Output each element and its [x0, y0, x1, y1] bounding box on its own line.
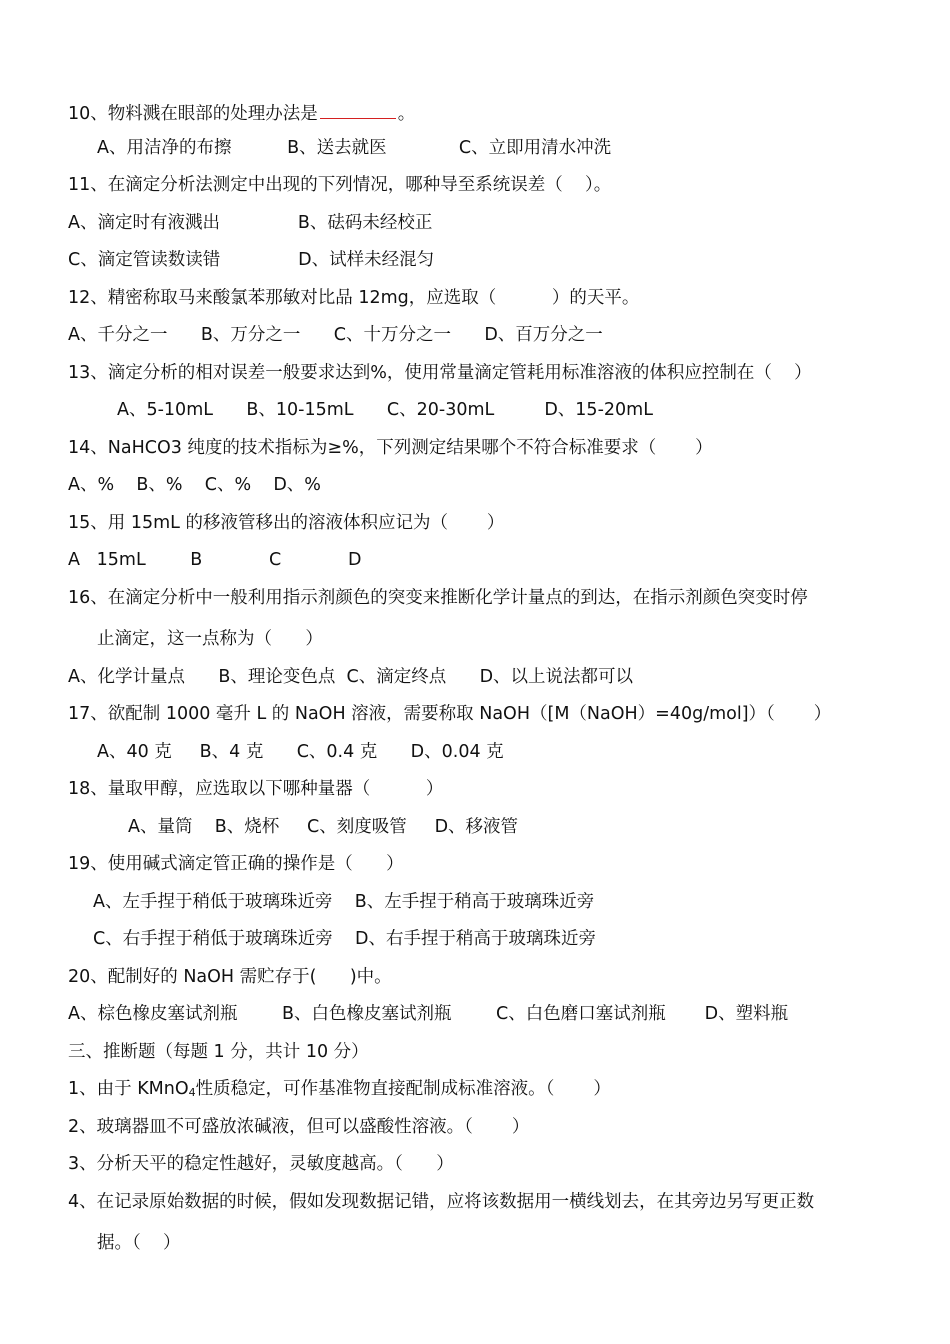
answer-blank[interactable] [320, 98, 396, 119]
question-10-suffix: 。 [397, 104, 416, 124]
question-11: 11、在滴定分析法测定中出现的下列情况，哪种导至系统误差（ ）。 [68, 175, 612, 195]
question-12: 12、精密称取马来酸氯苯那敏对比品 12mg，应选取（ ）的天平。 [68, 288, 640, 308]
true-false-4-continued: 据。（ ） [97, 1233, 181, 1253]
question-11-options-row2: C、滴定管读数读错 D、试样未经混匀 [68, 250, 435, 270]
true-false-1-rest: 性质稳定，可作基准物直接配制成标准溶液。（ ） [195, 1079, 611, 1099]
question-18-options: A、量筒 B、烧杯 C、刻度吸管 D、移液管 [128, 817, 519, 837]
question-19-options-row1: A、左手捏于稍低于玻璃珠近旁 B、左手捏于稍高于玻璃珠近旁 [93, 892, 595, 912]
question-16: 16、在滴定分析中一般利用指示剂颜色的突变来推断化学计量点的到达，在指示剂颜色突变时停 [68, 588, 808, 608]
question-14-options: A、% B、% C、% D、% [68, 475, 321, 495]
question-18: 18、量取甲醇，应选取以下哪种量器（ ） [68, 779, 444, 799]
question-17-options: A、40 克 B、4 克 C、0.4 克 D、0.04 克 [97, 742, 504, 762]
question-10 [68, 98, 890, 126]
question-15-options: A 15mL B C D [68, 550, 362, 570]
question-10-stem: 10、物料溅在眼部的处理办法是 [68, 104, 318, 124]
true-false-1-stem: 1、由于 KMnO [68, 1079, 189, 1099]
question-17: 17、欲配制 1000 毫升 L 的 NaOH 溶液，需要称取 NaOH（[M（NaOH）=40g/mol]）（ ） [68, 704, 832, 724]
question-11-options-row1: A、滴定时有液溅出 B、砝码未经校正 [68, 213, 433, 233]
question-20: 20、配制好的 NaOH 需贮存于( )中。 [68, 967, 392, 987]
true-false-4: 4、在记录原始数据的时候，假如发现数据记错，应将该数据用一横线划去，在其旁边另写更正数 [68, 1192, 815, 1212]
question-13-options: A、5-10mL B、10-15mL C、20-30mL D、15-20mL [117, 400, 653, 420]
true-false-3: 3、分析天平的稳定性越好，灵敏度越高。（ ） [68, 1154, 454, 1174]
question-15: 15、用 15mL 的移液管移出的溶液体积应记为（ ） [68, 513, 505, 533]
question-16-options: A、化学计量点 B、理论变色点 C、滴定终点 D、以上说法都可以 [68, 667, 634, 687]
true-false-2: 2、玻璃器皿不可盛放浓碱液，但可以盛酸性溶液。（ ） [68, 1117, 530, 1137]
question-13: 13、滴定分析的相对误差一般要求达到%，使用常量滴定管耗用标准溶液的体积应控制在（ ） [68, 363, 812, 383]
question-14: 14、NaHCO3 纯度的技术指标为≥%，下列测定结果哪个不符合标准要求（ ） [68, 438, 713, 458]
true-false-1 [68, 1077, 890, 1105]
question-19: 19、使用碱式滴定管正确的操作是（ ） [68, 854, 404, 874]
question-12-options: A、千分之一 B、万分之一 C、十万分之一 D、百万分之一 [68, 325, 603, 345]
question-19-options-row2: C、右手捏于稍低于玻璃珠近旁 D、右手捏于稍高于玻璃珠近旁 [93, 929, 596, 949]
question-16-continued: 止滴定，这一点称为（ ） [97, 629, 323, 649]
question-20-options: A、棕色橡皮塞试剂瓶 B、白色橡皮塞试剂瓶 C、白色磨口塞试剂瓶 D、塑料瓶 [68, 1004, 789, 1024]
section-heading: 三、推断题（每题 1 分，共计 10 分） [68, 1042, 369, 1062]
subscript: 4 [188, 1086, 196, 1099]
question-10-options: A、用洁净的布擦 B、送去就医 C、立即用清水冲洗 [97, 138, 612, 158]
